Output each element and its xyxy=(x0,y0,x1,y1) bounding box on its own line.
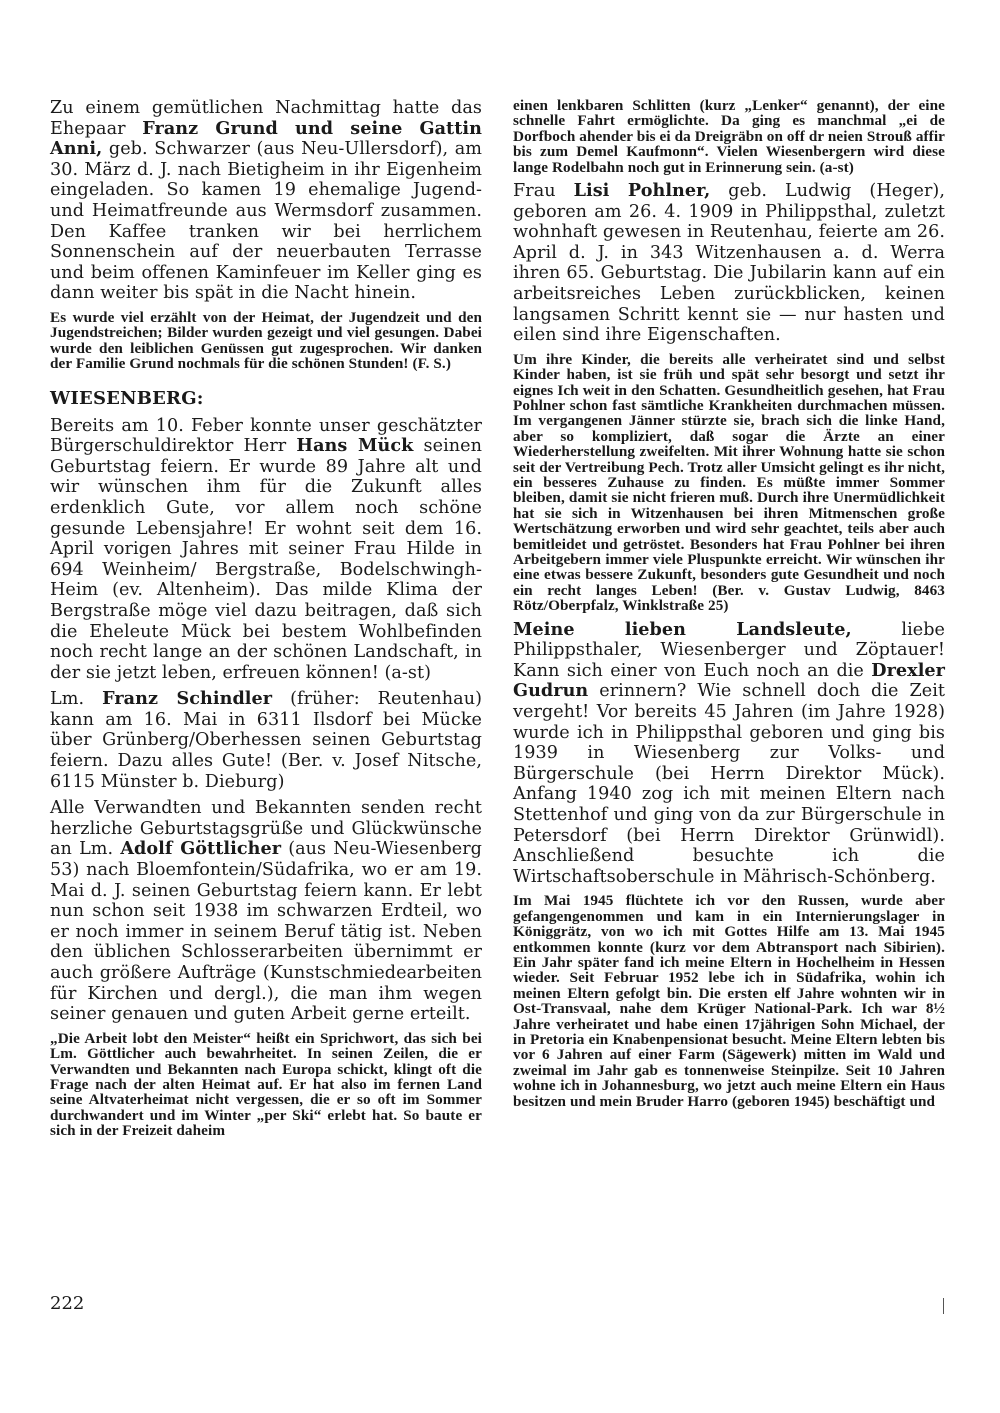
text-run: Es wurde viel erzählt von der Heimat, der Jugendzeit und den Jugendstreichen; Bilder wurden gezeigt und viel gesungen. Dabei wurde den leiblichen Genüssen gut zugesprochen. Wir danken der Familie Grund nochmals für die schönen Stunden! (F. S.) xyxy=(50,308,482,373)
bold-name: Meine lieben Landsleute, xyxy=(513,618,852,640)
text-run: (aus Neu-Wiesenberg 53) nach Bloemfontein/Südafrika, wo er am 19. Mai d. J. seinen Geburtstag feiern kann. Er lebt nun schon seit 1938 im schwarzen Erdteil, wo er noch immer in seinem Beruf tätig ist. Neben den üblichen Schlosserarbeiten übernimmt er auch größere Aufträge (Kunstschmiedearbeiten für Kirchen und dergl.), die man ihm wegen seiner genauen und guten Arbeit gerne erteilt. xyxy=(50,839,482,1025)
text-run: einen lenkbaren Schlitten (kurz „Lenker“ genannt), der eine schnelle Fahrt ermöglichte. Da ging es manchmal „ei de Dorfboch ahender bis ei da Dreigräbn on off dr neien Strouß affir bis zum Demel Kaufmonn“. Vielen Wiesenbergern wird diese lange Rodelbahn noch gut in Erinnerung sein. (a-st) xyxy=(513,97,945,176)
paragraph xyxy=(50,98,482,304)
text-run: Alle Verwandten und Bekannten senden recht herzliche Geburtstagsgrüße und Glückwünsche an Lm. xyxy=(50,798,482,860)
paragraph xyxy=(50,798,482,1025)
bold-name: Lisi Pohlner, xyxy=(573,180,711,202)
bold-name: Adolf Göttlicher xyxy=(120,838,282,860)
paragraph xyxy=(513,181,945,346)
small-paragraph xyxy=(513,98,945,175)
bold-name: Hans Mück xyxy=(296,435,414,457)
paragraph xyxy=(50,689,482,792)
text-run: geb. Ludwig (Heger), geboren am 26. 4. 1909 in Philippsthal, zuletzt wohnhaft gewesen in Reutenhau, feierte am 26. April d. J. in 343 Witzenhausen a. d. Werra ihren 65. Geburtstag. Die Jubilarin kann auf ein arbeitsreiches Leben zurückblicken, keinen langsamen Schritt kennt sie — nur hasten und eilen sind ihre Eigenschaften. xyxy=(513,181,945,346)
text-run: Frau xyxy=(513,181,574,202)
text-run: Bereits am 10. Feber konnte unser geschätzter Bürgerschuldirektor Herr xyxy=(50,415,482,457)
text-run: (früher: Reutenhau) kann am 16. Mai in 6311 Ilsdorf bei Mücke über Grünberg/Oberhessen seinen Geburtstag feiern. Dazu alles Gute! (Ber. v. Josef Nitsche, 6115 Münster b. Dieburg) xyxy=(50,689,482,792)
text-run: geb. Schwarzer (aus Neu-Ullersdorf), am 30. März d. J. nach Bietigheim in ihr Eigenheim eingeladen. So kamen 19 ehemalige Jugend- und Heimatfreunde aus Wermsdorf zusammen. Den Kaffee tranken wir bei herrlichem Sonnenschein auf der neuerbauten Terrasse und beim offenen Kaminfeuer im Keller ging es dann weiter bis spät in die Nacht hinein. xyxy=(50,139,482,304)
paragraph xyxy=(50,416,482,684)
left-column xyxy=(50,98,482,1145)
bold-name: Franz Schindler xyxy=(102,688,273,710)
text-run: liebe Philippsthaler, Wiesenberger und Zöptauer! Kann sich einer von Euch noch an die xyxy=(513,619,945,681)
text-run: erinnern? Wie schnell doch die Zeit vergeht! Vor bereits 45 Jahren (im Jahre 1928) wurde ich in Philippsthal geboren und ging bis 1939 in Wiesenberg zur Volks- und Bürgerschule (bei Herrn Direktor Mück). Anfang 1940 zog ich mit meinen Eltern nach Stettenhof und ging von da zur Bürgerschule in Petersdorf (bei Herrn Direktor Grünwidl). Anschließend besuchte ich die Wirtschaftsoberschule in Mährisch-Schönberg. xyxy=(513,681,945,887)
section-heading xyxy=(50,388,482,410)
paragraph xyxy=(513,620,945,888)
right-column xyxy=(513,98,945,1115)
small-paragraph xyxy=(50,1031,482,1139)
text-run: Um ihre Kinder, die bereits alle verheiratet sind und selbst Kinder haben, ist sie früh und spät sehr besorgt und setzt ihr eignes Ich weit in den Schatten. Gesundheitlich gesehen, hat Frau Pohlner schon fast sämtliche Krankheiten durchmachen müssen. Im vergangenen Jänner stürzte sie, brach sich die linke Hand, aber so kompliziert, daß sogar die Ärzte an einer Wiederherstellung zweifelten. Mit ihrer Wohnung hatte sie schon seit der Vertreibung Pech. Trotz aller Umsicht gelingt es ihr nicht, ein besseres Zuhause zu finden. Es müßte immer Sommer bleiben, damit sie nicht frieren muß. Durch ihre Unermüdlichkeit hat sie sich in Witzenhausen bei ihren Mitmenschen große Wertschätzung erworben und wird sehr geachtet, teils aber auch bemitleidet und getröstet. Besonders hat Frau Pohlner bei ihren Arbeitgebern immer viele Pluspunkte erreicht. Wir wünschen ihr eine etwas bessere Zukunft, besonders gute Gesundheit und noch ein recht langes Leben! (Ber. v. Gustav Ludwig, 8463 Rötz/Oberpfalz, Winklstraße 25) xyxy=(513,350,945,615)
text-run: Im Mai 1945 flüchtete ich vor den Russen, wurde aber gefangengenommen und kam in ein Internierungslager in Königgrätz, von wo ich mit Gottes Hilfe am 13. Mai 1945 entkommen konnte (kurz vor dem Abtransport nach Sibirien). Ein Jahr später fand ich meine Eltern in Hochelheim in Hessen wieder. Seit Februar 1952 lebe ich in Südafrika, wohin ich meinen Eltern gefolgt bin. Die ersten elf Jahre wohnten wir in Ost-Transvaal, nahe dem Krüger National-Park. Ich war 8½ Jahre verheiratet und habe einen 17jährigen Sohn Michael, der in Pretoria ein Knabenpensionat besucht. Meine Eltern lebten bis vor 6 Jahren auf einer Farm (Sägewerk) mitten im Wald und zweimal im Jahr gab es tonnenweise Steinpilze. Seit 10 Jahren wohne ich in Johannesburg, wo jetzt auch meine Eltern ein Haus besitzen und mein Bruder Harro (geboren 1945) beschäftigt und xyxy=(513,892,945,1110)
margin-mark xyxy=(943,1298,944,1314)
small-paragraph xyxy=(50,310,482,372)
bold-name: Franz Grund und seine Gattin Anni, xyxy=(50,117,482,160)
text-run: Lm. xyxy=(50,689,103,710)
text-run: seinen Geburtstag feiern. Er wurde 89 Jahre alt und wir wünschen ihm für die Zukunft alles erdenklich Gute, vor allem noch schöne gesunde Lebensjahre! Er wohnt seit dem 16. April vorigen Jahres mit seiner Frau Hilde in 694 Weinheim/ Bergstraße, Bodelschwingh-Heim (ev. Altenheim). Das milde Klima der Bergstraße möge viel dazu beitragen, daß sich die Eheleute Mück bei bestem Wohlbefinden noch recht lange an der schönen Landschaft, in der sie jetzt leben, erfreuen können! (a-st) xyxy=(50,436,482,683)
text-run: WIESENBERG: xyxy=(50,387,204,409)
text-run: Zu einem gemütlichen Nachmittag hatte das Ehepaar xyxy=(50,98,482,139)
bold-name: Drexler Gudrun xyxy=(513,659,945,702)
small-paragraph xyxy=(513,893,945,1109)
text-run: „Die Arbeit lobt den Meister“ heißt ein Sprichwort, das sich bei Lm. Göttlicher auch bewahrheitet. In seinen Zeilen, die er Verwandten und Bekannten nach Europa schickt, klingt oft die Frage nach der alten Heimat auf. Er hat also im fernen Land seine Altvaterheimat nicht vergessen, die er so oft im Sommer durchwandert und im Winter „per Ski“ erlebt hat. So baute er sich in der Freizeit daheim xyxy=(50,1029,482,1140)
small-paragraph xyxy=(513,352,945,614)
page-number: 222 xyxy=(50,1293,85,1314)
